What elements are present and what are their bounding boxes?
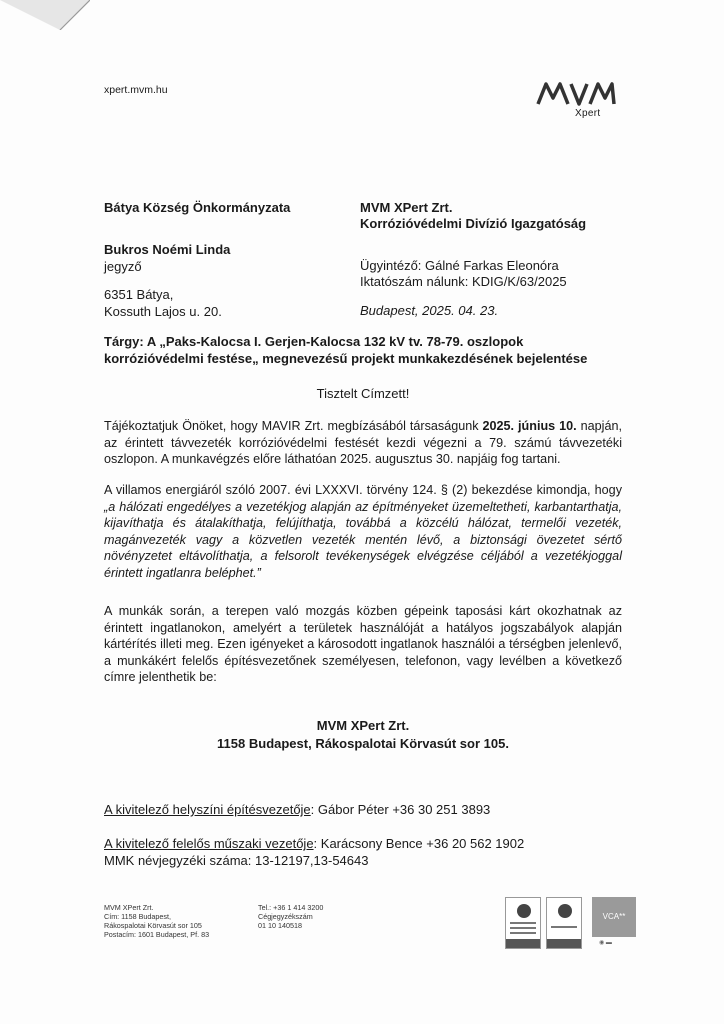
site-manager-value: : Gábor Péter +36 30 251 3893 [310, 802, 491, 817]
footer-company-info [104, 903, 209, 939]
recipient-role: jegyző [104, 259, 142, 274]
recipient-organization: Bátya Község Önkormányzata [104, 200, 291, 215]
salutation: Tisztelt Címzett! [316, 386, 410, 401]
reference-number: Iktatószám nálunk: KDIG/K/63/2025 [360, 274, 567, 289]
certifier-logo-icon: ◉ ▬ [599, 940, 612, 946]
vca-certification-badge: VCA** [592, 897, 636, 937]
law-quote: „a hálózati engedélyes a vezetékjog alapján az építményeket üzemeltetheti, karbantarthatja, kijavíthatja és átalakíthatja, felújíthatja, továbbá a közcélú hálózat, termelői vezeték, magánvezeték vagy a közvetlen vezeték mentén lévő, a biztonsági övezetet sértő növényzetet eltávolíthatja, a felsorolt tevékenységek elvégzése céljából a vezetékjoggal érintett ingatlanra beléphet.” [104, 499, 622, 580]
footer-line: Cím: 1158 Budapest, [104, 912, 171, 921]
paragraph-1-text-a: Tájékoztatjuk Önöket, hogy MAVIR Zrt. megbízásából társaságunk [104, 419, 483, 433]
subject-line-2: korrózióvédelmi festése„ megnevezésű projekt munkakezdésének bejelentése [104, 351, 588, 366]
paragraph-3: A munkák során, a terepen való mozgás közben gépeink taposási kárt okozhatnak az érintett ingatlanokon, amelyért a területek használóját a hatályos jogszabályok alapján kártérítés illeti meg. Ezen igényeket a károsodott ingatlanok használói a térségben jelenlevő, a munkákért felelős építésvezetőnek személyesen, telefonon, vagy levélben a következő címre jelenthetik be: [104, 604, 622, 684]
footer-line: Cégjegyzékszám [258, 912, 313, 921]
recipient-postcode-city: 6351 Bátya, [104, 287, 174, 302]
site-manager [104, 802, 490, 818]
recipient-street: Kossuth Lajos u. 20. [104, 304, 222, 319]
footer-contact-info [258, 903, 323, 930]
website-link[interactable]: xpert.mvm.hu [104, 84, 168, 96]
footer-line: MVM XPert Zrt. [104, 903, 154, 912]
sender-company: MVM XPert Zrt. [360, 200, 453, 215]
paragraph-2 [104, 482, 622, 581]
footer-line: Postacím: 1601 Budapest, Pf. 83 [104, 930, 210, 939]
place-date: Budapest, 2025. 04. 23. [360, 303, 499, 318]
technical-manager-label: A kivitelező felelős műszaki vezetője [104, 836, 314, 851]
scan-corner-mark [0, 0, 90, 30]
paragraph-2-text: A villamos energiáról szóló 2007. évi LXXXVI. törvény 124. § (2) bekezdése kimondja, hogy [104, 483, 622, 497]
iso-certification-badge [505, 897, 541, 949]
subject-line-1: Tárgy: A „Paks-Kalocsa I. Gerjen-Kalocsa 132 kV tv. 78-79. oszlopok [104, 334, 524, 349]
footer-line: 01 10 140518 [258, 921, 302, 930]
paragraph-1 [104, 418, 622, 468]
site-manager-label: A kivitelező helyszíni építésvezetője [104, 802, 311, 817]
iso-certification-badge-2 [546, 897, 582, 949]
logo-subtext: Xpert [575, 108, 601, 119]
technical-manager [104, 836, 524, 852]
footer-line: Tel.: +36 1 414 3200 [258, 903, 324, 912]
address-company: MVM XPert Zrt. [316, 718, 410, 733]
address-street: 1158 Budapest, Rákospalotai Körvasút sor 105. [217, 736, 509, 751]
sender-division: Korrózióvédelmi Divízió Igazgatóság [360, 216, 587, 231]
case-officer: Ügyintéző: Gálné Farkas Eleonóra [360, 258, 559, 273]
paragraph-1-text-b: napján, az érintett távvezeték korrózióvédelmi festését kezdi végezni a 79. számú távvezetéki oszlopon. A munkavégzés előre láthatóan 2025. augusztus 30. napjáig fog tartani. [104, 419, 622, 466]
technical-manager-value: : Karácsony Bence +36 20 562 1902 [313, 836, 525, 851]
mmk-registry-number: MMK névjegyzéki száma: 13-12197,13-54643 [104, 853, 369, 868]
footer-line: Rákospalotai Körvasút sor 105 [104, 921, 202, 930]
recipient-name: Bukros Noémi Linda [104, 242, 231, 257]
start-date: 2025. június 10. [482, 419, 577, 433]
